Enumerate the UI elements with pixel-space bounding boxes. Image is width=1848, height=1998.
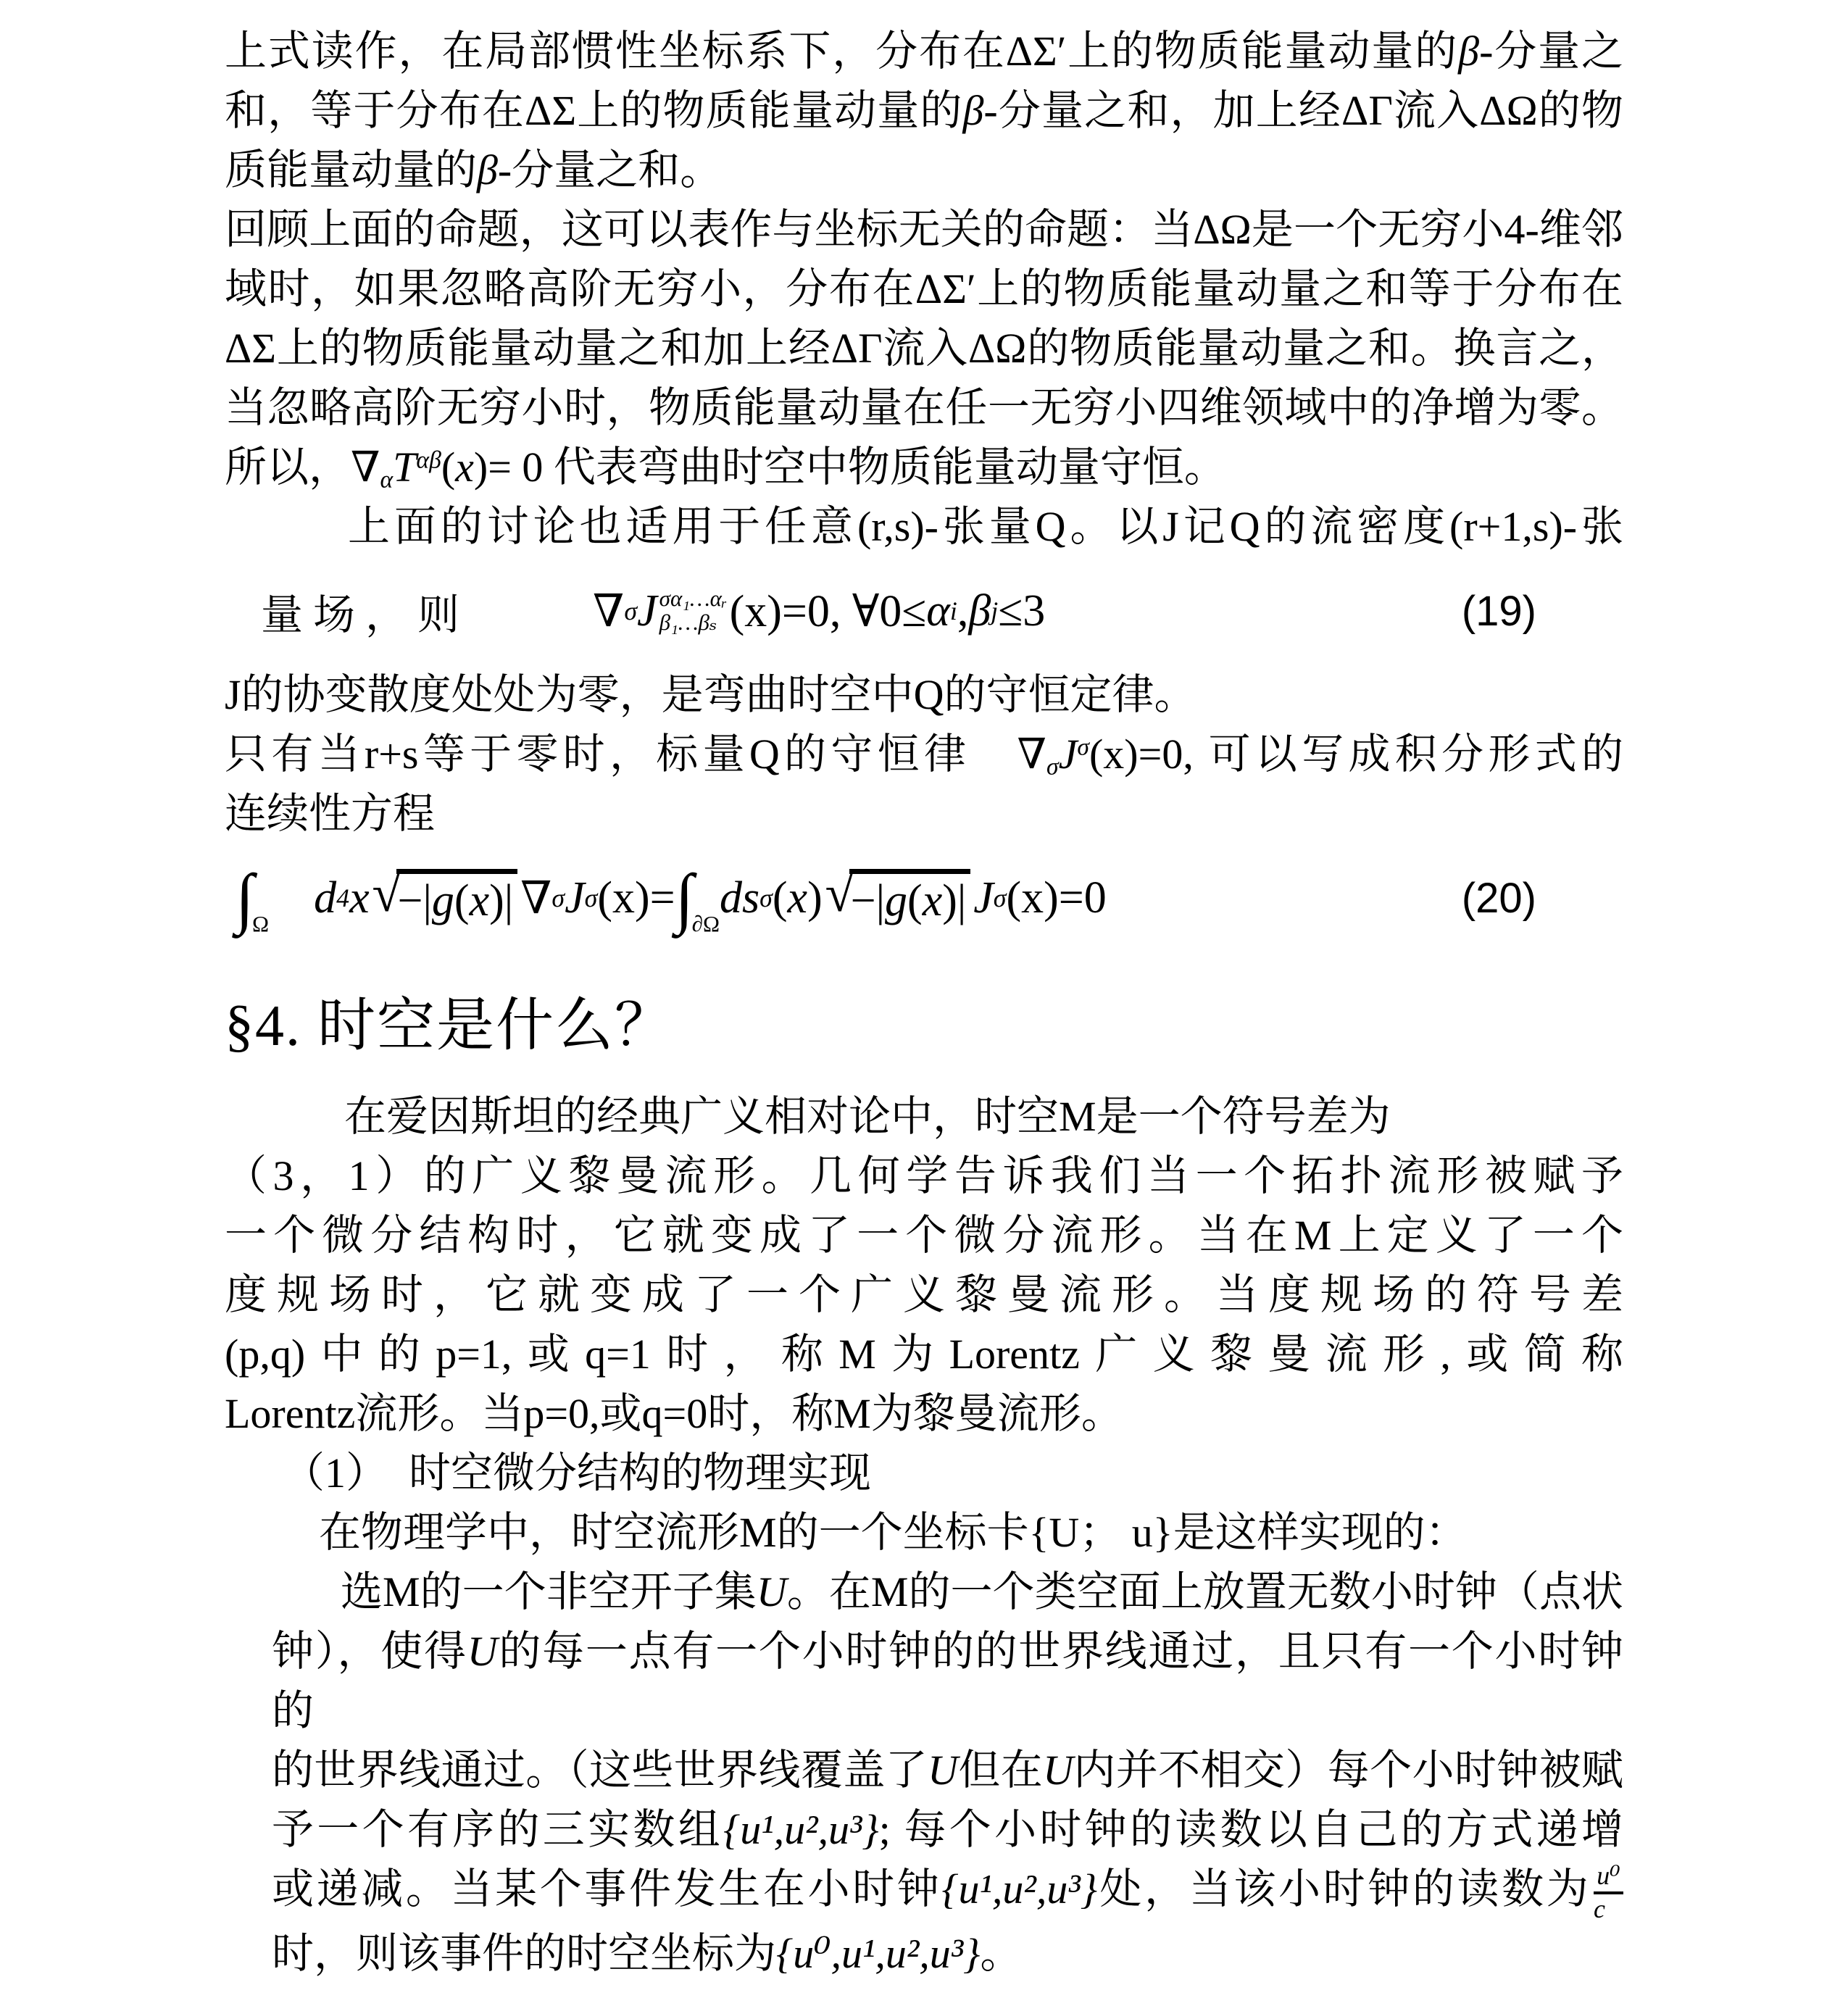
text-run: 连续性方程: [225, 790, 436, 837]
text-run: 和，等于分布在ΔΣ上的物质能量动量的: [225, 87, 963, 134]
text-line: [225, 378, 1623, 438]
text-run: (: [441, 444, 456, 491]
text-run: 时，则该事件的时空坐标为: [272, 1930, 777, 1978]
math-variable: {u⁰,u¹,u²,u³}: [776, 1930, 981, 1978]
text-line: [225, 1146, 1623, 1206]
text-line: [225, 784, 1623, 844]
text-run: 处，当该小时钟的读数为: [1096, 1865, 1591, 1912]
math-variable: {u¹,u²,u³}: [941, 1865, 1097, 1912]
text-line: [272, 1741, 1623, 1800]
equation-line: [225, 844, 1623, 952]
text-run: -分量之: [1479, 28, 1623, 75]
text-run: （1） 时空微分结构的物理实现: [283, 1449, 872, 1497]
text-run: ∇: [593, 587, 625, 636]
text-run: )|: [489, 876, 514, 926]
text-run: −|: [850, 876, 886, 926]
text-run: 在物理学中，时空流形M的一个坐标卡{U； u}是这样实现的：: [319, 1509, 1468, 1556]
integral-sign: $\int_\Omega$: [236, 860, 270, 937]
sqrt-radical: √ −|g(x)|: [825, 869, 970, 927]
text-line: [225, 497, 1623, 557]
text-run: 回顾上面的命题，这可以表作与坐标无关的命题：当ΔΩ是一个无穷小4-维邻: [225, 206, 1623, 253]
equation-number: (19): [1461, 587, 1536, 635]
text-run: 的世界线通过。（这些世界线覆盖了: [272, 1747, 928, 1794]
equation-label: [261, 580, 470, 641]
math-variable: β: [477, 146, 498, 193]
text-run: (x)=0, ∀0≤: [729, 587, 927, 636]
subscript: α: [380, 466, 394, 494]
integral-sign: $\int_{\partial\Omega}$: [675, 860, 720, 937]
text-run: )|: [942, 876, 967, 926]
math-variable: x: [469, 876, 490, 926]
text-line: [225, 1503, 1623, 1562]
math-variable: J: [973, 873, 994, 923]
text-line: [225, 1384, 1623, 1444]
text-run: 上式读作，在局部惯性坐标系下，分布在ΔΣ′上的物质能量动量的: [225, 28, 1459, 75]
text-run: 量场，则: [261, 591, 470, 638]
text-line: [225, 725, 1623, 784]
section-heading: [225, 990, 1623, 1062]
text-run: 只有当r+s等于零时，标量Q的守恒律 ∇: [225, 730, 1047, 778]
text-run: ,: [957, 586, 969, 636]
math-variable: β: [968, 586, 991, 636]
math-variable: β: [962, 87, 984, 134]
text-line: [225, 319, 1623, 378]
text-run: 上面的讨论也适用于任意(r,s)-张量Q。以J记Q的流密度(r+1,s)-张: [348, 503, 1623, 550]
fraction: $\frac{\text{u⁰}}{c}$: [1594, 1861, 1623, 1924]
text-line: [225, 259, 1623, 319]
math-variable: x: [455, 444, 474, 491]
math-variable: d: [314, 873, 337, 923]
text-run: (: [907, 876, 923, 926]
math-variable: J: [565, 873, 585, 923]
text-run: (: [772, 873, 788, 923]
text-run: (p,q)中的p=1,或q=1时，称M为Lorentz广义黎曼流形,或简称: [225, 1331, 1623, 1378]
text-run: J的协变散度处处为零，是弯曲时空中Q的守恒定律。: [225, 671, 1196, 718]
math-variable: x: [349, 873, 370, 923]
text-run: ΔΣ上的物质能量动量之和加上经ΔΓ流入ΔΩ的物质能量动量之和。换言之，: [225, 325, 1623, 372]
text-line: [272, 1800, 1623, 1860]
equation-number: (20): [1461, 874, 1536, 922]
text-run: (x)=0, 可以写成积分形式的: [1089, 730, 1624, 778]
text-line: [225, 1325, 1623, 1384]
math-variable: U: [467, 1628, 498, 1675]
text-run: （3，1）的广义黎曼流形。几何学告诉我们当一个拓扑流形被赋予: [225, 1152, 1623, 1199]
text-line: [225, 1265, 1623, 1325]
math-variable: ds: [720, 873, 760, 923]
text-run: 当忽略高阶无穷小时，物质能量动量在任一无穷小四维领域中的净增为零。: [225, 384, 1623, 431]
text-run: -分量之和，加上经ΔΓ流入ΔΩ的物: [983, 87, 1624, 134]
text-run: -分量之和。: [497, 146, 723, 193]
text-line: [225, 1206, 1623, 1265]
text-run: 的每一点有一个小时钟的的世界线通过，且只有一个小时钟的: [272, 1628, 1623, 1734]
superscript: σ: [1077, 733, 1089, 761]
text-run: ∇: [520, 874, 552, 923]
text-line: [225, 81, 1623, 141]
text-run: 。在M的一个类空面上放置无数小时钟（点状: [786, 1568, 1623, 1615]
math-variable: x: [922, 876, 943, 926]
text-run: 选M的一个非空开子集: [341, 1568, 757, 1615]
math-variable: g: [431, 876, 454, 926]
text-line: [272, 1860, 1623, 1924]
math-variable: α: [926, 586, 950, 636]
math-variable: U: [1043, 1747, 1074, 1794]
equation-formula: ∇ σ J σα₁…αᵣ β₁…βₛ (x)=0, ∀0≤ α i , β j ≤3: [593, 584, 1045, 638]
document-body: [225, 22, 1623, 1984]
math-variable: J: [1058, 730, 1078, 778]
text-run: 内并不相交）每个小时钟被赋: [1073, 1747, 1623, 1794]
text-run: −|: [397, 876, 432, 926]
text-run: )= 0 代表弯曲时空中物质能量动量守恒。: [473, 444, 1226, 491]
text-run: 或递减。当某个事件发生在小时钟: [272, 1865, 942, 1912]
text-run: 钟），使得: [272, 1628, 467, 1675]
text-run: (x)=: [597, 873, 675, 923]
text-run: ; 每个小时钟的读数以自己的方式递增: [878, 1806, 1623, 1853]
superscript: αβ: [416, 446, 441, 474]
text-run: ≤3: [998, 586, 1046, 636]
math-variable: U: [928, 1747, 958, 1794]
text-run: (x)=0: [1006, 873, 1107, 923]
equation-line: [225, 557, 1623, 665]
math-variable: g: [885, 876, 908, 926]
text-line: [272, 1622, 1623, 1741]
text-run: (: [454, 876, 470, 926]
equation-formula: $\int_\Omega$ d 4 x √ −|g(x)| ∇ σ J σ (x)= $\int_{\partial\Omega}$ ds σ ( x ) √ −|g(x)| J σ (x)=0: [236, 860, 1107, 937]
text-line: [225, 665, 1623, 725]
text-run: 度规场时，它就变成了一个广义黎曼流形。当度规场的符号差: [225, 1271, 1623, 1318]
text-run: 一个微分结构时，它就变成了一个微分流形。当在M上定义了一个: [225, 1212, 1623, 1259]
text-line: [225, 438, 1623, 497]
text-run: 。: [980, 1930, 1023, 1978]
math-variable: U: [756, 1568, 787, 1615]
text-run: 予一个有序的三实数组: [272, 1806, 723, 1853]
text-line: [225, 1444, 1623, 1503]
text-line: [272, 1562, 1623, 1622]
script-stack: σα₁…αᵣ β₁…βₛ: [659, 586, 728, 635]
math-variable: x: [787, 873, 808, 923]
math-variable: {u¹,u²,u³}: [723, 1806, 879, 1853]
text-line: [225, 200, 1623, 259]
text-run: [269, 866, 314, 931]
text-run: §4. 时空是什么？: [225, 994, 674, 1058]
text-line: [272, 1924, 1623, 1984]
text-line: [225, 141, 1623, 200]
text-run: ): [807, 873, 823, 923]
text-run: 所以，∇: [225, 444, 380, 491]
text-run: 域时，如果忽略高阶无穷小，分布在ΔΣ′上的物质能量动量之和等于分布在: [225, 265, 1623, 312]
math-variable: J: [637, 586, 657, 636]
text-line: [225, 1087, 1623, 1146]
math-variable: β: [1458, 28, 1480, 75]
text-run: 在爱因斯坦的经典广义相对论中，时空M是一个符号差为: [344, 1093, 1391, 1140]
math-variable: T: [393, 444, 417, 491]
text-run: 但在: [957, 1747, 1044, 1794]
text-run: 质能量动量的: [225, 146, 478, 193]
sqrt-radical: √ −|g(x)|: [372, 869, 517, 927]
text-run: Lorentz流形。当p=0,或q=0时，称M为黎曼流形。: [225, 1390, 1123, 1437]
subscript: σ: [1046, 753, 1059, 781]
text-line: [225, 22, 1623, 81]
